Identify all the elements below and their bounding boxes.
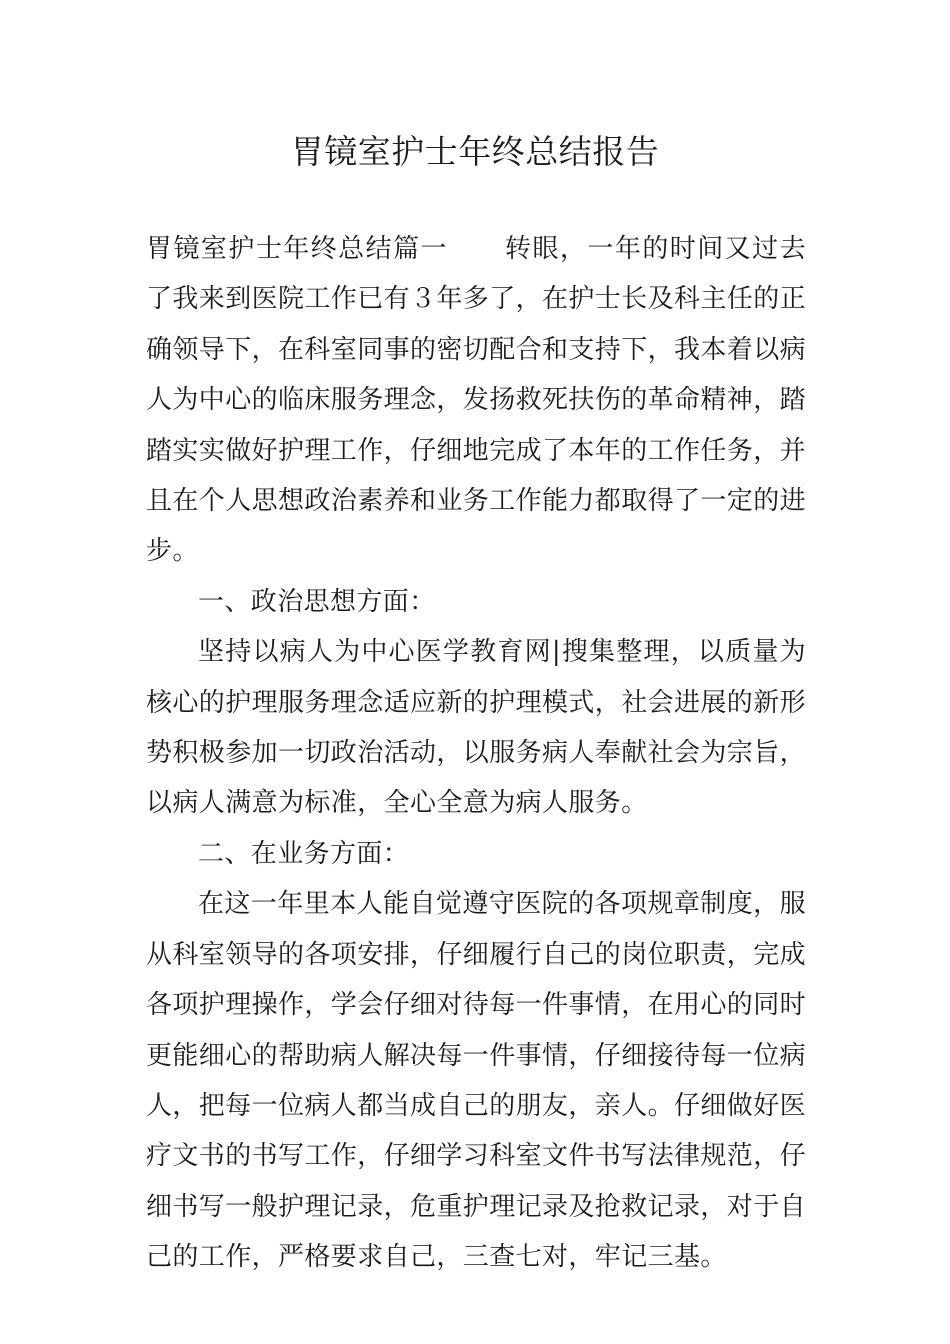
document-body: [146, 224, 806, 1283]
section-2-heading: 二、在业务方面：: [198, 838, 410, 869]
intro-text: 转眼，一年的时间又过去了我来到医院工作已有３年多了，在护士长及科主任的正确领导下，在科室同事的密切配合和支持下，我本着以病人为中心的临床服务理念，发扬救死扶伤的革命精神，踏踏实实做好护理工作，仔细地完成了本年的工作任务，并且在个人思想政治素养和业务工作能力都取得了一定的进步。: [146, 234, 807, 567]
section-2-paragraph: 在这一年里本人能自觉遵守医院的各项规章制度，服从科室领导的各项安排，仔细履行自己的岗位职责，完成各项护理操作，学会仔细对待每一件事情，在用心的同时更能细心的帮助病人解决每一件事情，仔细接待每一位病人，把每一位病人都当成自己的朋友，亲人。仔细做好医疗文书的书写工作，仔细学习科室文件书写法律规范，仔细书写一般护理记录，危重护理记录及抢救记录，对于自己的工作，严格要求自己，三查七对，牢记三基。: [146, 889, 807, 1273]
section-1-heading: 一、政治思想方面：: [198, 586, 436, 617]
intro-heading: 胃镜室护士年终总结篇一: [146, 234, 448, 264]
intro-paragraph: [146, 224, 806, 577]
document-title: 胃镜室护士年终总结报告: [290, 132, 660, 171]
section-1-paragraph: 坚持以病人为中心医学教育网|搜集整理，以质量为核心的护理服务理念适应新的护理模式，社会进展的新形势积极参加一切政治活动，以服务病人奉献社会为宗旨，以病人满意为标准，全心全意为病人服务。: [146, 637, 807, 819]
